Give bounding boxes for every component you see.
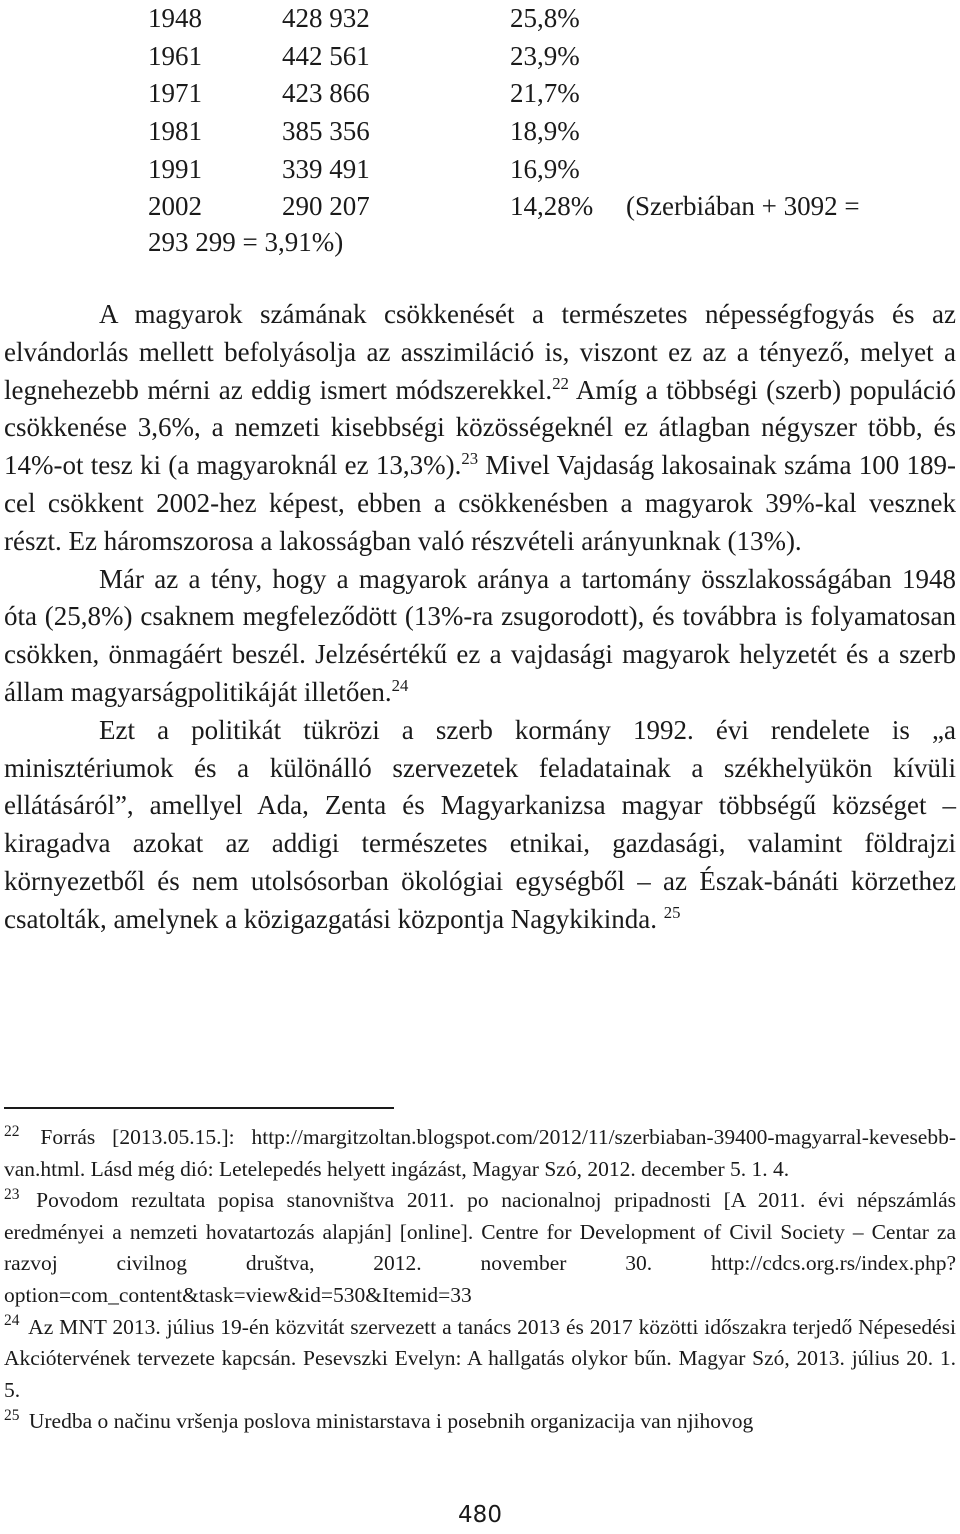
footnote-text: Povodom rezultata popisa stanovništva 2011. po nacionalnoj pripadnosti [A 2011. évi népszámlás eredményei a nemzeti hovatartozás alapján] [online]. Centre for Development of Civil Society – Centar za razvoj civilnog društva, 2012. november 30. http://cdcs.org.rs/index.php?option=com_content&task=view&id=530&Itemid=33 bbox=[4, 1188, 957, 1307]
footnote-text: Uredba o načinu vršenja poslova ministarstava i posebnih organizacija van njihovog bbox=[28, 1409, 754, 1434]
stats-note: (Szerbiában + 3092 = bbox=[626, 191, 860, 222]
paragraph-text: Mivel Vajdaság lakosainak száma 100 189-cel csökkent 2002-hez képest, ebben a csökkenésben a magyarok 39%-kal vesznek részt. Ez háromszorosa a lakosságban való részvételi arányunknak (13%). bbox=[4, 450, 956, 556]
footnote-text: Forrás [2013.05.15.]: http://margitzoltan.blogspot.com/2012/11/szerbiaban-39400-magyarral-kevesebb-van.html. Lásd még dió: Letelepedés helyett ingázást, Magyar Szó, 2012. december 5. 1. 4. bbox=[4, 1125, 957, 1181]
footnote-number: 24 bbox=[4, 1312, 20, 1330]
stats-continuation: 293 299 = 3,91%) bbox=[148, 227, 344, 257]
stats-year: 1961 bbox=[148, 40, 202, 71]
footnote-text: Az MNT 2013. július 19-én közvitát szervezett a tanács 2013 és 2017 közötti időszakra terjedő Népesedési Akciótervének tervezete kapcsán. Pesevszki Evelyn: A hallgatás olykor bűn. Magyar Szó, 2013. július 20. 1. 5. bbox=[4, 1314, 956, 1402]
footnote bbox=[4, 1122, 956, 1185]
stats-row bbox=[148, 113, 948, 151]
stats-population: 290 207 bbox=[282, 191, 370, 222]
stats-percent: 18,9% bbox=[510, 116, 580, 147]
stats-row bbox=[148, 0, 948, 38]
footnote-number: 25 bbox=[4, 1407, 20, 1425]
paragraph-text: Már az a tény, hogy a magyarok aránya a tartomány összlakosságában 1948 óta (25,8%) csaknem megfeleződött (13%-ra zsugorodott), és továbbra is folyamatosan csökken, önmagáért beszél. Jelzésértékű ez a vajdasági magyarok helyzetét és a szerb állam magyarságpolitikáját illetően. bbox=[4, 563, 956, 707]
stats-population: 423 866 bbox=[282, 78, 370, 109]
footnote bbox=[4, 1312, 956, 1407]
stats-year: 1948 bbox=[148, 3, 202, 33]
footnote bbox=[4, 1406, 956, 1438]
footnotes bbox=[4, 1122, 956, 1438]
footnote-number: 22 bbox=[4, 1122, 20, 1140]
stats-row bbox=[148, 151, 948, 189]
stats-year: 1981 bbox=[148, 116, 202, 147]
paragraph-text: Amíg a többségi (szerb) populáció csökkenése 3,6%, a nemzeti kisebbségi közösségeknél ez átlagban négyszer több, és 14%-ot tesz ki (a magyaroknál ez 13,3%). bbox=[4, 374, 956, 481]
page-number: 480 bbox=[458, 1502, 502, 1528]
population-stats-table bbox=[148, 0, 948, 226]
stats-year: 1991 bbox=[148, 153, 202, 184]
paragraph-text: A magyarok számának csökkenését a természetes népességfogyás és az elvándorlás mellett befolyásolja az asszimiláció is, viszont ez az a tényező, melyet a legnehezebb mérni az eddig ismert módszerekkel. bbox=[4, 299, 956, 405]
stats-percent: 16,9% bbox=[510, 153, 580, 184]
footnote-ref[interactable]: 23 bbox=[461, 449, 479, 469]
stats-percent: 21,7% bbox=[510, 78, 580, 109]
stats-year: 2002 bbox=[148, 191, 202, 222]
footnote-separator bbox=[4, 1107, 394, 1109]
stats-percent: 25,8% bbox=[510, 3, 580, 33]
stats-percent: 14,28% bbox=[510, 191, 594, 222]
paragraph bbox=[4, 712, 956, 939]
footnote-ref[interactable]: 25 bbox=[663, 902, 681, 922]
paragraph bbox=[4, 561, 956, 712]
stats-population: 339 491 bbox=[282, 153, 370, 184]
footnote bbox=[4, 1185, 956, 1311]
stats-row bbox=[148, 188, 948, 226]
stats-population: 385 356 bbox=[282, 116, 370, 147]
stats-percent: 23,9% bbox=[510, 40, 580, 71]
paragraph bbox=[4, 296, 956, 561]
stats-population: 428 932 bbox=[282, 3, 370, 33]
footnote-number: 23 bbox=[4, 1186, 20, 1204]
stats-row bbox=[148, 75, 948, 113]
stats-year: 1971 bbox=[148, 78, 202, 109]
stats-row bbox=[148, 38, 948, 76]
body-text bbox=[4, 296, 956, 939]
footnote-ref[interactable]: 24 bbox=[391, 675, 409, 695]
footnote-ref[interactable]: 22 bbox=[552, 373, 569, 393]
paragraph-text: Ezt a politikát tükrözi a szerb kormány 1992. évi rendelete is „a minisztériumok és a különálló szervezetek feladatainak a székhelyükön kívüli ellátásáról”, amellyel Ada, Zenta és Magyarkanizsa magyar többségű községet – kiragadva azokat az addigi természetes etnikai, gazdasági, valamint földrajzi környezetből és nem utolsósorban ökológiai egységből – az Észak-bánáti körzethez csatolták, amelynek a közigazgatási központja Nagykikinda. bbox=[4, 714, 956, 934]
stats-population: 442 561 bbox=[282, 40, 370, 71]
